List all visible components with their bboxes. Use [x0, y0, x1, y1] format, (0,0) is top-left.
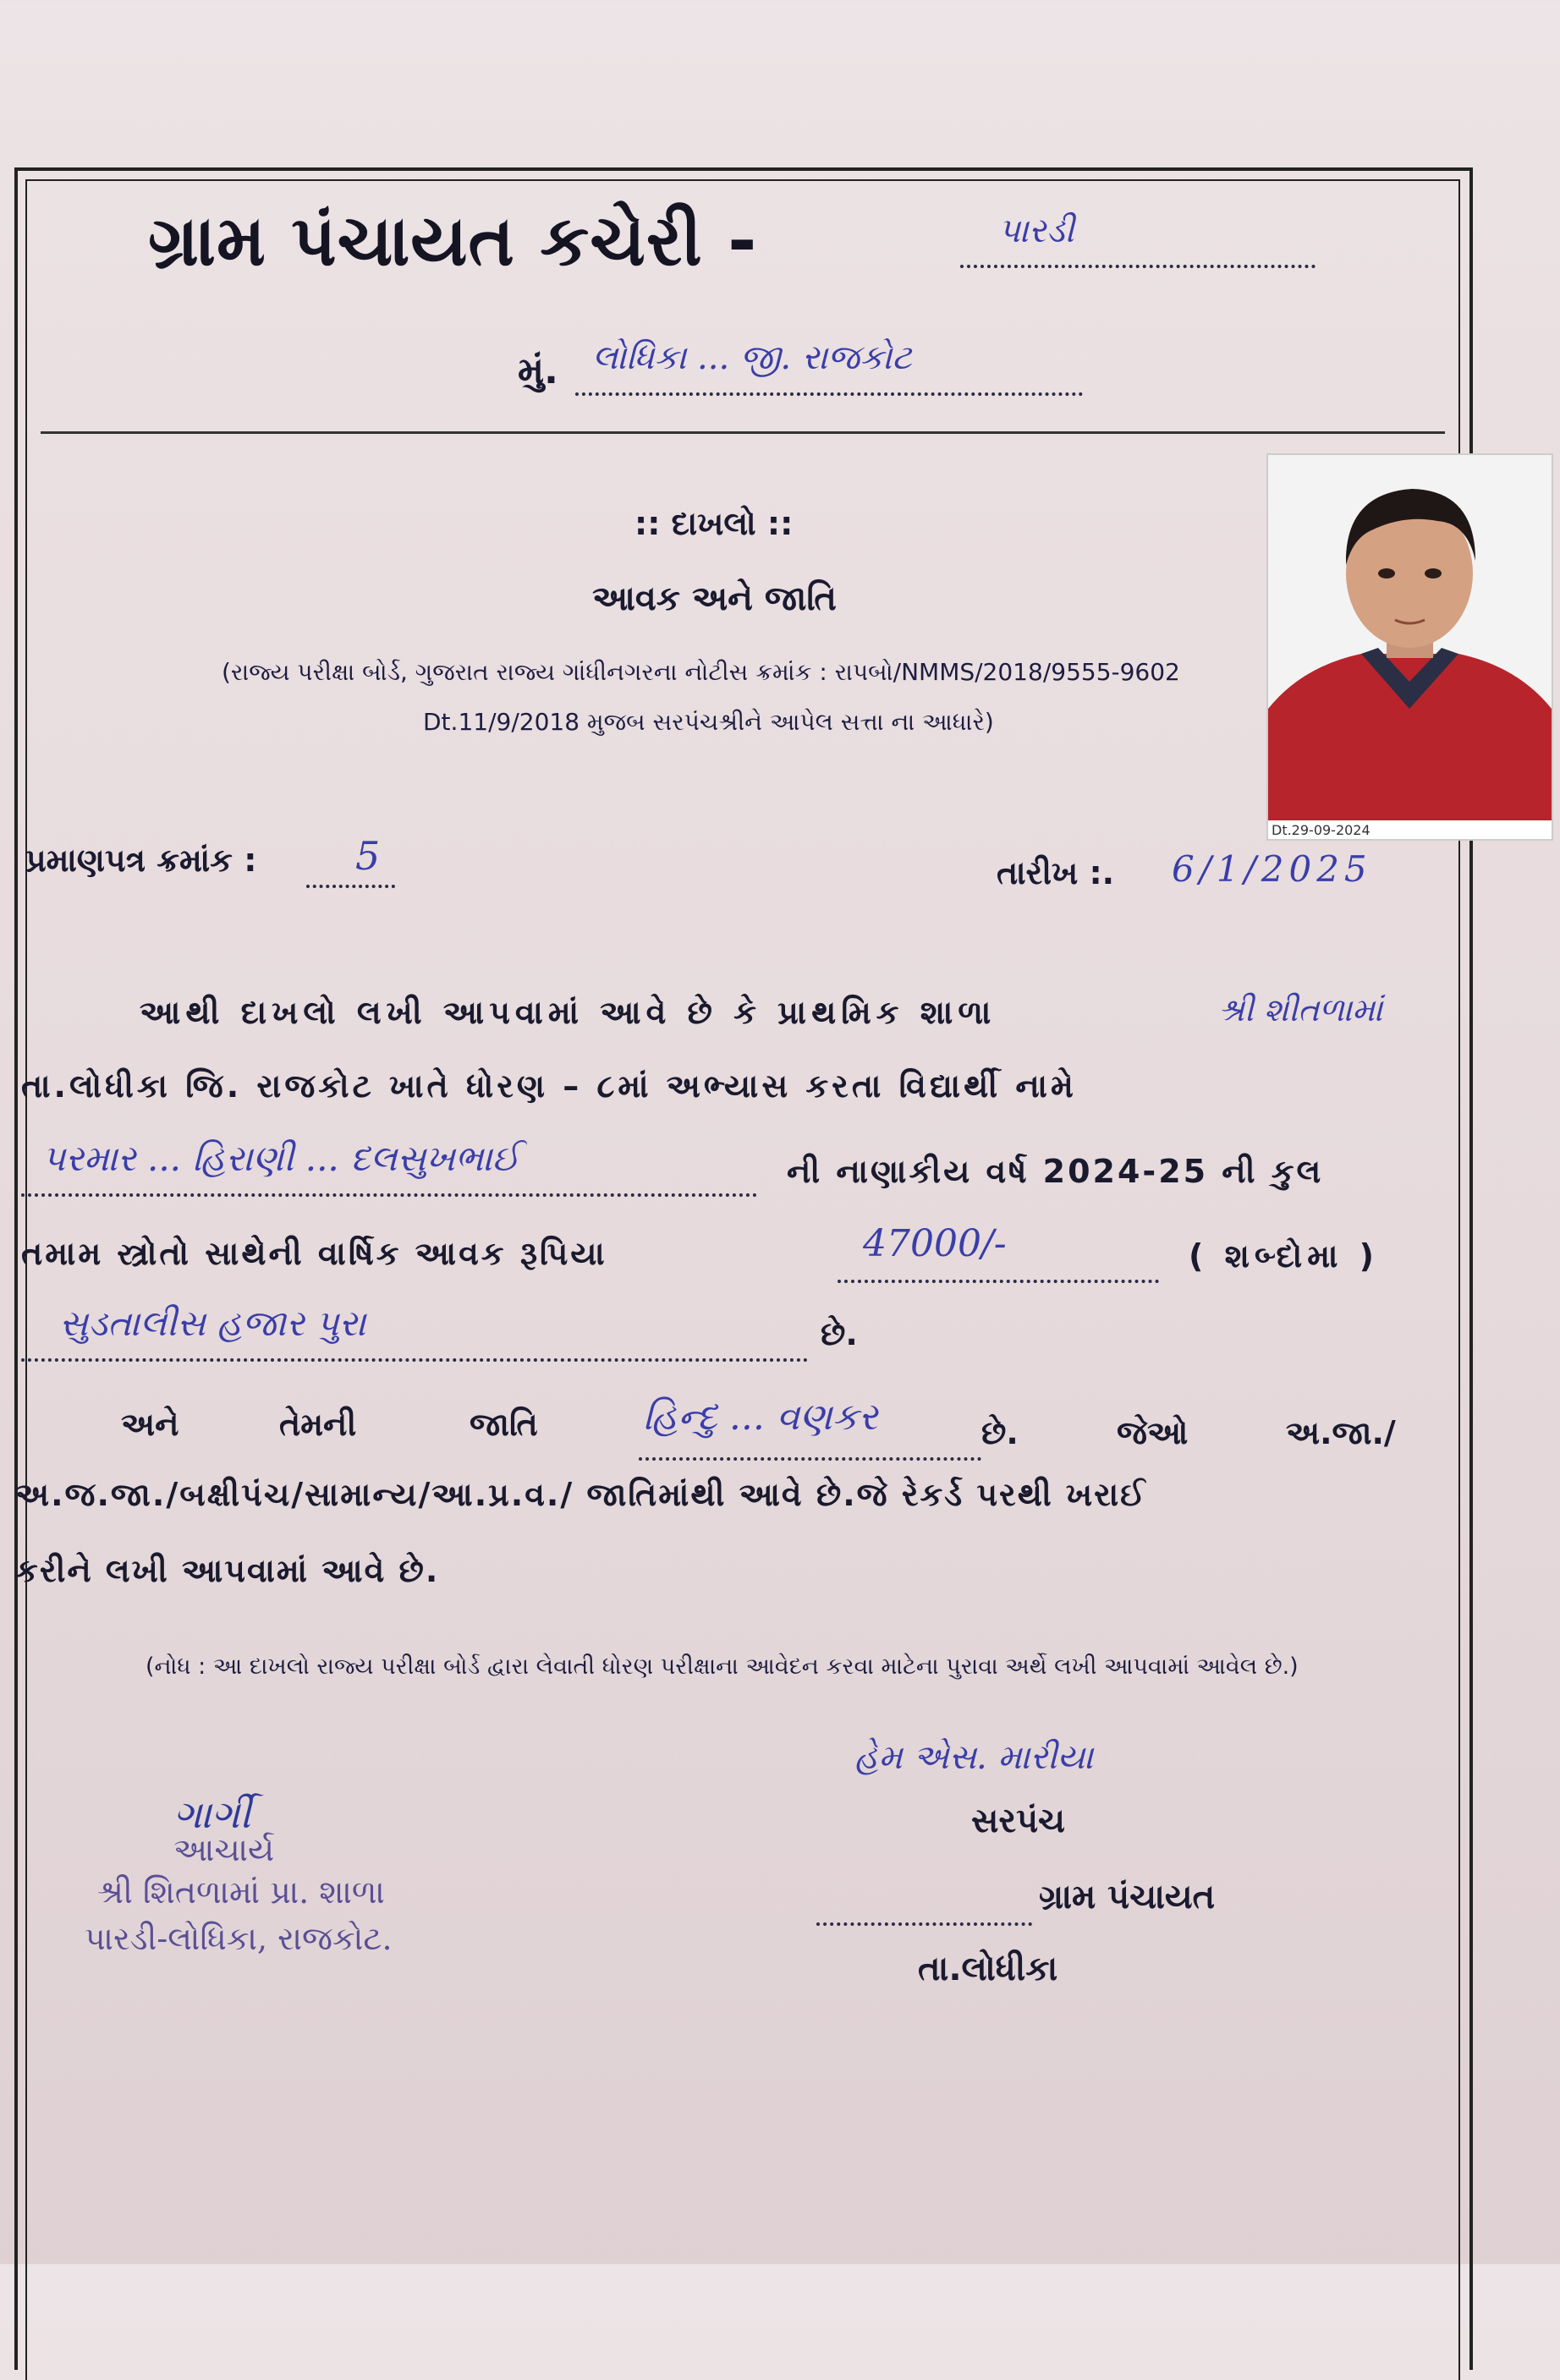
date-value: 6/1/2025: [1172, 848, 1372, 890]
date-label: તારીખ :.: [997, 854, 1115, 891]
body-line-4: તમામ સ્ત્રોતો સાથેની વાર્ષિક આવક રૂપિયા: [21, 1235, 607, 1272]
address-handwritten: લોધિકા ... જી. રાજકોટ: [592, 338, 912, 377]
caste-word-b: તેમની: [279, 1406, 357, 1443]
student-name-dots: [21, 1184, 757, 1200]
principal-signature: ગાર્ગી: [173, 1791, 251, 1837]
village-name-handwritten: પારડી: [998, 211, 1074, 250]
certificate-subheading: આવક અને જાતિ: [592, 579, 837, 618]
principal-stamp-title: આચાર્ય: [173, 1831, 275, 1868]
body-line-3: ની નાણાકીય વર્ષ 2024-25 ની કુલ: [787, 1153, 1324, 1190]
certificate-heading: :: દાખલો ::: [634, 505, 794, 542]
address-dots: [575, 383, 1083, 399]
caste-value-handwritten: હિન્દુ ... વણકર: [643, 1396, 878, 1439]
income-dots: [838, 1270, 1159, 1286]
authority-line-1: (રાજ્ય પરીક્ષા બોર્ડ, ગુજરાત રાજ્ય ગાંધીનગરના નોટીસ ક્રમાંક : રાપબો/NMMS/2018/9555-9602: [222, 658, 1180, 686]
school-name-handwritten: શ્રી શીતળામાં: [1218, 991, 1383, 1028]
office-title: ગ્રામ પંચાયત કચેરી -: [148, 201, 758, 282]
address-prefix: મું.: [518, 349, 558, 392]
income-words-dots: [21, 1349, 808, 1365]
student-portrait-image: [1268, 455, 1552, 820]
photo-date-stamp: Dt.29-09-2024: [1272, 822, 1370, 838]
income-words-label: ( શબ્દોમા ): [1189, 1237, 1379, 1275]
body-line-7: અ.જ.જા./બક્ષીપંચ/સામાન્ય/આ.પ્ર.વ./ જાતિમાંથી આવે છે.જે રેકર્ડ પરથી ખરાઈ: [15, 1476, 1147, 1513]
caste-dots: [639, 1448, 981, 1464]
panchayat-label: ગ્રામ પંચાયત: [1039, 1878, 1216, 1917]
certificate-number-value: 5: [355, 833, 381, 879]
student-name-handwritten: પરમાર ... હિરાણી ... દલસુખભાઈ: [42, 1138, 520, 1179]
body-line-1: આથી દાખલો લખી આપવામાં આવે છે કે પ્રાથમિક શાળા: [140, 994, 997, 1031]
body-line-8: કરીને લખી આપવામાં આવે છે.: [15, 1552, 440, 1589]
village-dots: [960, 255, 1316, 271]
certificate-number-dots: [306, 875, 395, 891]
panchayat-dots: [816, 1913, 1032, 1929]
taluka-label: તા.લોધીકા: [918, 1950, 1058, 1988]
income-value: 47000/-: [863, 1222, 1007, 1265]
footer-note: (નોધ : આ દાખલો રાજ્ય પરીક્ષા બોર્ડ દ્વારા લેવાતી ધોરણ પરીક્ષાના આવેદન કરવા માટેના પુરાવા અર્થે લખી આપવામાં આવેલ છે.): [146, 1653, 1299, 1680]
body-line-2: તા.લોધીકા જિ. રાજકોટ ખાતે ધોરણ – ૮માં અભ્યાસ કરતા વિદ્યાર્થી નામે: [21, 1067, 1077, 1105]
caste-word-c: જાતિ: [470, 1406, 538, 1443]
caste-word-f: અ.જા./: [1286, 1414, 1396, 1451]
principal-stamp-school: શ્રી શિતળામાં પ્રા. શાળા: [97, 1873, 385, 1911]
caste-word-a: અને: [121, 1406, 179, 1443]
sarpanch-handwritten-name: હેમ એસ. મારીયા: [854, 1738, 1094, 1777]
caste-word-e: જેઓ: [1117, 1414, 1189, 1451]
header-divider: [41, 431, 1445, 434]
student-photo: [1266, 453, 1553, 841]
authority-line-2: Dt.11/9/2018 મુજબ સરપંચશ્રીને આપેલ સત્તા ના આધારે): [423, 708, 994, 736]
sarpanch-title: સરપંચ: [971, 1801, 1066, 1840]
body-line-5-end: છે.: [821, 1315, 858, 1352]
income-words-handwritten: સુડતાલીસ હજાર પુરા: [59, 1302, 366, 1344]
certificate-number-label: પ્રમાણપત્ર ક્રમાંક :: [25, 842, 257, 879]
principal-stamp-place: પારડી-લોધિકા, રાજકોટ.: [85, 1920, 393, 1957]
caste-word-d: છે.: [981, 1414, 1019, 1451]
